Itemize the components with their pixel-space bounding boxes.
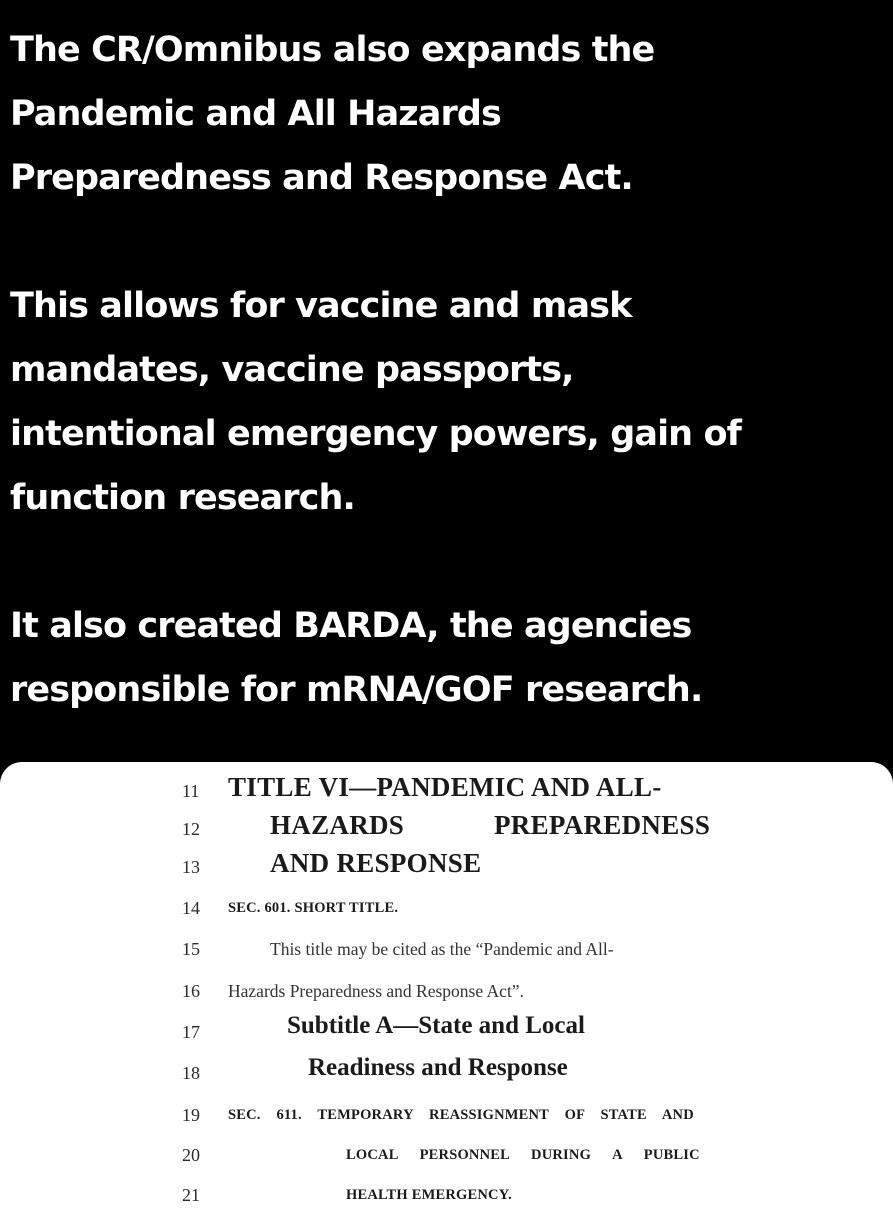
text-line: This allows for vaccine and mask (10, 286, 632, 326)
text-line: It also created BARDA, the agencies (10, 606, 692, 646)
post-text (10, 18, 885, 722)
bill-line (0, 1178, 893, 1220)
bill-line (0, 974, 893, 1016)
title-heading: TITLE VI—PANDEMIC AND ALL- (228, 772, 662, 802)
bill-line (0, 890, 893, 932)
line-number: 11 (182, 781, 200, 801)
section-heading: SEC. 611. TEMPORARY REASSIGNMENT OF STATE AND (228, 1107, 694, 1123)
bill-excerpt-image (0, 762, 893, 1222)
bill-line (0, 768, 893, 810)
bill-line (0, 1012, 893, 1054)
paragraph-1 (10, 18, 885, 210)
title-heading-part: PREPAREDNESS (494, 810, 711, 840)
body-text: Hazards Preparedness and Response Act”. (228, 981, 524, 1001)
text-line: intentional emergency powers, gain of (10, 414, 741, 454)
text-line: Pandemic and All Hazards (10, 94, 501, 134)
line-number: 16 (182, 981, 200, 1001)
title-heading-part: HAZARDS (270, 810, 405, 840)
section-heading: HEALTH EMERGENCY. (346, 1187, 512, 1203)
line-number: 13 (182, 857, 200, 877)
paragraph-3 (10, 594, 885, 722)
line-number: 14 (182, 898, 200, 918)
subtitle-heading: Subtitle A—State and Local (287, 1012, 585, 1039)
bill-line (0, 844, 893, 886)
bill-line (0, 806, 893, 848)
body-text: This title may be cited as the “Pandemic and All- (270, 939, 614, 959)
section-heading: SEC. 601. SHORT TITLE. (228, 900, 399, 916)
subtitle-heading: Readiness and Response (308, 1054, 568, 1081)
bill-line (0, 1054, 893, 1096)
bill-line (0, 932, 893, 974)
paragraph-2 (10, 274, 885, 530)
title-heading-part: AND RESPONSE (270, 848, 482, 878)
bill-line (0, 1138, 893, 1180)
text-line: Preparedness and Response Act. (10, 158, 633, 198)
text-line: mandates, vaccine passports, (10, 350, 574, 390)
line-number: 15 (182, 939, 200, 959)
text-line: responsible for mRNA/GOF research. (10, 670, 703, 710)
line-number: 12 (182, 819, 200, 839)
text-line: The CR/Omnibus also expands the (10, 30, 655, 70)
line-number: 20 (182, 1145, 200, 1165)
line-number: 21 (182, 1185, 200, 1205)
line-number: 18 (182, 1063, 200, 1083)
text-line: function research. (10, 478, 355, 518)
bill-line (0, 1098, 893, 1140)
line-number: 17 (182, 1022, 200, 1042)
section-heading: LOCAL PERSONNEL DURING A PUBLIC (346, 1147, 700, 1163)
line-number: 19 (182, 1105, 200, 1125)
